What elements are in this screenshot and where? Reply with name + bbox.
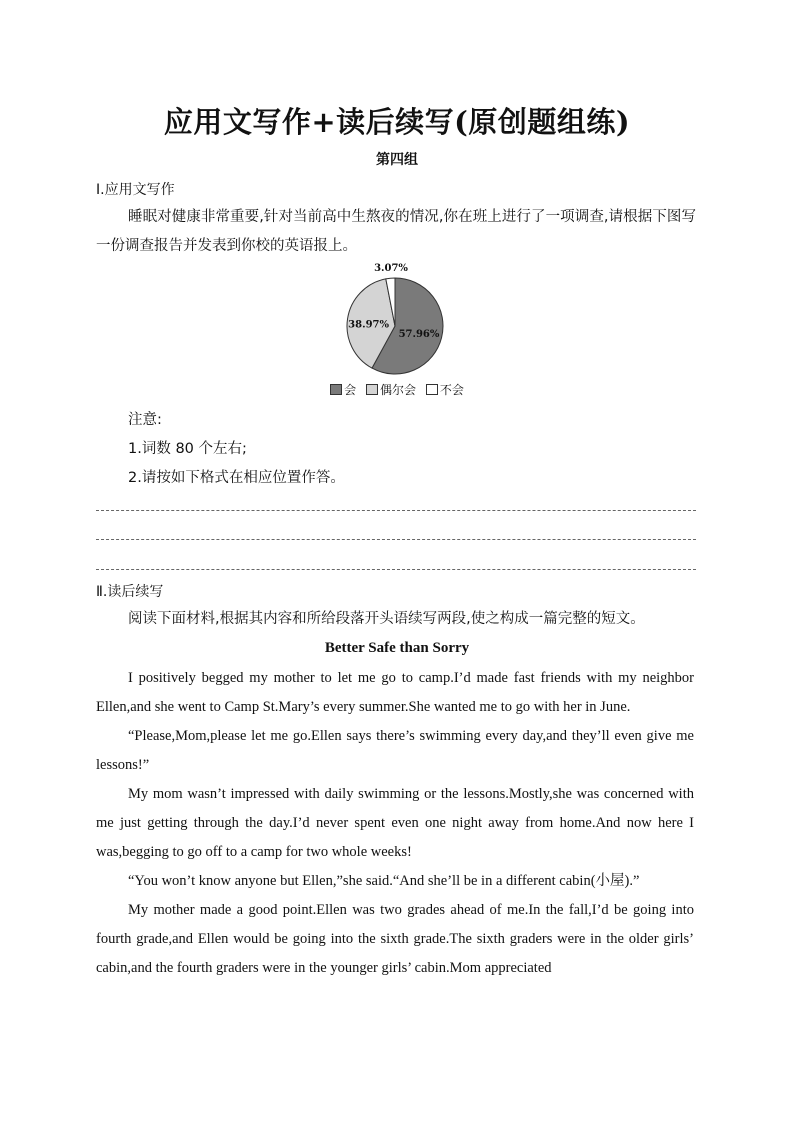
story-paragraph: My mom wasn’t impressed with daily swimming or the lessons.Mostly,she was concerned with me just getting through the day.I’d never spent even one night away from home.And now here I was,begging to go off to a camp for two whole weeks! [96,786,694,860]
section2-heading: Ⅱ.读后续写 [96,584,164,600]
pie-data-label-2: 3.07% [374,263,408,274]
story-paragraph: “Please,Mom,please let me go.Ellen says there’s swimming every day,and they’ll even give me lessons!” [96,728,694,773]
answer-line [96,539,696,540]
section2-prompt: 阅读下面材料,根据其内容和所给段落开头语续写两段,使之构成一篇完整的短文。 [128,611,645,627]
answer-line [96,569,696,570]
story-body [96,664,694,983]
legend-swatch-2 [426,384,438,395]
page-title: 应用文写作+读后续写(原创题组练) [163,105,631,139]
answer-line [96,510,696,511]
legend-label: 不会 [439,383,464,397]
story-paragraph: “You won’t know anyone but Ellen,”she said.“And she’ll be in a different cabin(小屋).” [128,873,640,889]
note-item: 2.请按如下格式在相应位置作答。 [128,470,345,486]
story-paragraph: My mother made a good point.Ellen was two grades ahead of me.In the fall,I’d be going into fourth grade,and Ellen would be going into the sixth grade.The sixth graders were in the older girls’ cabin,and the fourth graders were in the younger girls’ cabin.Mom appreciated [96,902,694,976]
story-title: Better Safe than Sorry [324,640,470,656]
notes-title: 注意: [128,412,162,428]
legend-item [330,381,356,398]
legend-label: 偶尔会 [379,383,416,397]
section1-heading: Ⅰ.应用文写作 [96,182,175,198]
chart-legend [0,381,794,398]
legend-swatch-1 [366,384,378,395]
note-item: 1.词数 80 个左右; [128,441,247,457]
section1-prompt: 睡眠对健康非常重要,针对当前高中生熬夜的情况,你在班上进行了一项调查,请根据下图写一份调查报告并发表到你校的英语报上。 [96,209,696,254]
legend-item [426,381,464,398]
pie-data-label-0: 57.96% [398,329,440,341]
legend-item [366,381,416,398]
page-subtitle: 第四组 [376,152,418,168]
legend-swatch-0 [330,384,342,395]
pie-data-label-1: 38.97% [348,319,390,331]
story-paragraph: I positively begged my mother to let me go to camp.I’d made fast friends with my neighbor Ellen,and she went to Camp St.Mary’s every summer.She wanted me to go with her in June. [96,670,694,715]
legend-label: 会 [344,383,357,397]
